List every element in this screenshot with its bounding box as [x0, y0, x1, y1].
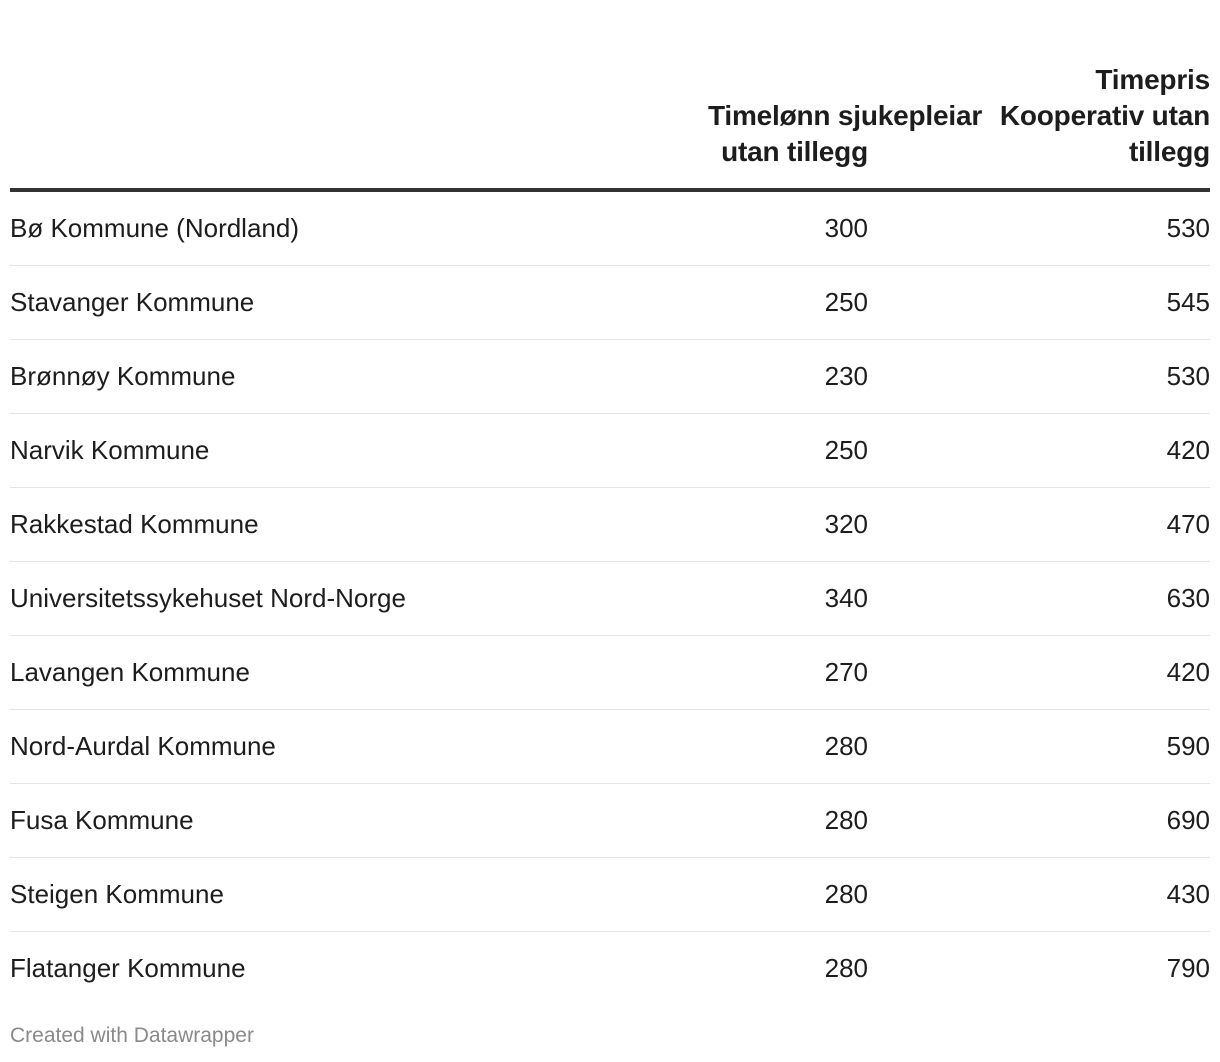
header-row — [10, 0, 1210, 190]
row-name-cell: Steigen Kommune — [10, 858, 708, 932]
data-table — [10, 0, 1210, 1005]
table-row — [10, 488, 1210, 562]
table-row — [10, 414, 1210, 488]
row-name-cell: Nord-Aurdal Kommune — [10, 710, 708, 784]
header-line: utan tillegg — [721, 136, 868, 167]
timelonn-cell: 340 — [708, 562, 868, 636]
table-row — [10, 784, 1210, 858]
row-name-cell: Lavangen Kommune — [10, 636, 708, 710]
header-line: Kooperativ utan — [999, 100, 1210, 131]
timelonn-cell: 250 — [708, 266, 868, 340]
table-body — [10, 190, 1210, 1005]
timelonn-cell: 300 — [708, 190, 868, 266]
table-row — [10, 858, 1210, 932]
table-row — [10, 190, 1210, 266]
timelonn-cell: 280 — [708, 858, 868, 932]
table-row — [10, 710, 1210, 784]
header-line: Timelønn sjukepleiar — [708, 100, 983, 131]
row-name-cell: Bø Kommune (Nordland) — [10, 190, 708, 266]
table-row — [10, 562, 1210, 636]
column-header-timelonn[interactable] — [708, 0, 983, 190]
timelonn-cell: 320 — [708, 488, 868, 562]
timepris-cell: 590 — [868, 710, 1210, 784]
timepris-cell: 420 — [868, 636, 1210, 710]
timelonn-cell: 250 — [708, 414, 868, 488]
timepris-cell: 545 — [868, 266, 1210, 340]
timepris-cell: 470 — [868, 488, 1210, 562]
timepris-cell: 630 — [868, 562, 1210, 636]
timepris-cell: 530 — [868, 190, 1210, 266]
timepris-cell: 420 — [868, 414, 1210, 488]
row-name-cell: Universitetssykehuset Nord-Norge — [10, 562, 708, 636]
header-line: Timepris — [1095, 64, 1210, 95]
table-row — [10, 636, 1210, 710]
table-row — [10, 340, 1210, 414]
row-name-cell: Flatanger Kommune — [10, 953, 246, 983]
datawrapper-credit[interactable]: Created with Datawrapper — [10, 1024, 254, 1047]
timepris-cell: 530 — [868, 340, 1210, 414]
row-name-cell: Rakkestad Kommune — [10, 488, 708, 562]
row-name-cell: Narvik Kommune — [10, 414, 708, 488]
timepris-cell: 430 — [868, 858, 1210, 932]
column-header-timepris[interactable] — [868, 0, 1210, 190]
table-row — [10, 932, 1210, 1006]
table-header — [10, 0, 1210, 190]
row-name-cell: Brønnøy Kommune — [10, 340, 708, 414]
row-name-cell: Fusa Kommune — [10, 784, 708, 858]
timelonn-cell: 280 — [824, 953, 868, 983]
column-header-name[interactable] — [10, 0, 708, 190]
timelonn-cell: 280 — [708, 710, 868, 784]
timepris-cell: 690 — [868, 784, 1210, 858]
row-name-cell: Stavanger Kommune — [10, 266, 708, 340]
data-table-container — [10, 0, 1210, 1005]
timelonn-cell: 280 — [708, 784, 868, 858]
timepris-cell: 790 — [1166, 953, 1210, 983]
timelonn-cell: 270 — [708, 636, 868, 710]
timelonn-cell: 230 — [708, 340, 868, 414]
header-line: tillegg — [1128, 136, 1210, 167]
table-row — [10, 266, 1210, 340]
